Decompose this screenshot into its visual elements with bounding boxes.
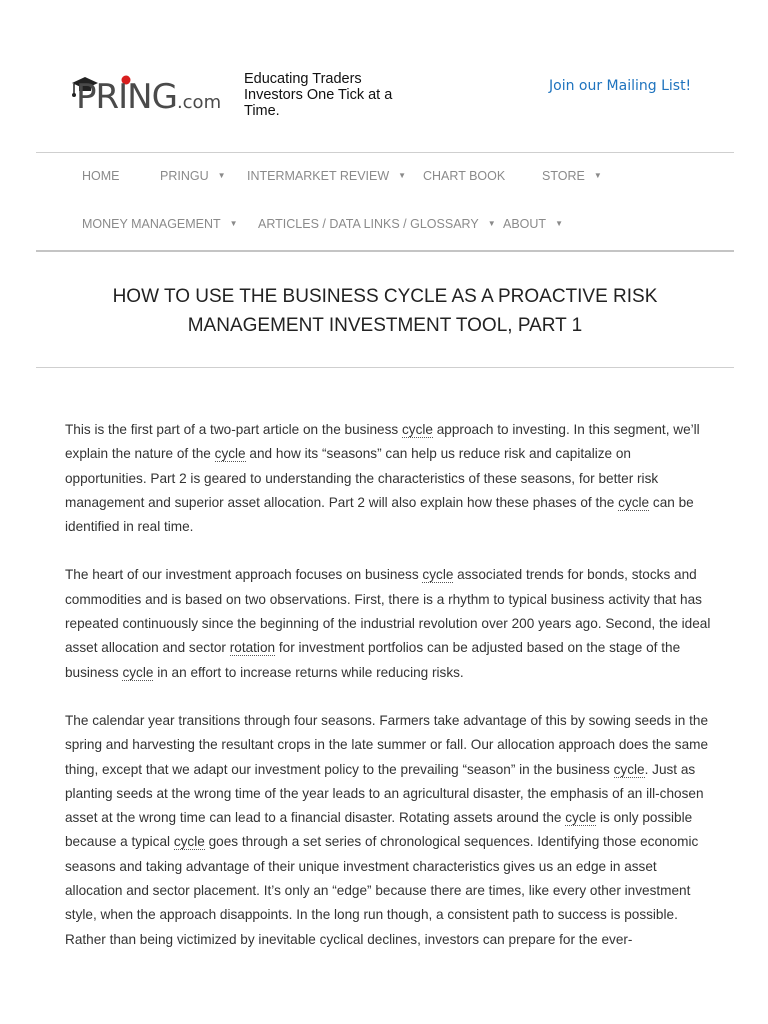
chevron-down-icon: ▼ [398, 171, 407, 180]
glossary-link-cycle[interactable]: cycle [565, 810, 597, 826]
title-divider [36, 367, 734, 368]
site-logo[interactable] [70, 72, 230, 122]
chevron-down-icon: ▼ [555, 219, 563, 228]
main-navigation [36, 153, 734, 249]
glossary-link-cycle[interactable]: cycle [214, 446, 246, 462]
nav-item-about[interactable] [503, 217, 563, 231]
nav-item-label: MONEY MANAGEMENT [82, 217, 221, 231]
nav-item-money-management[interactable] [82, 217, 238, 231]
chevron-down-icon: ▼ [593, 171, 602, 180]
glossary-link-rotation[interactable]: rotation [229, 640, 276, 656]
nav-item-articles[interactable] [258, 217, 496, 231]
nav-bottom-divider [36, 250, 734, 252]
glossary-link-cycle[interactable]: cycle [618, 494, 650, 510]
nav-item-label: STORE [542, 169, 585, 183]
glossary-link-cycle[interactable]: cycle [422, 567, 454, 583]
article-body [65, 418, 713, 976]
glossary-link-cycle[interactable]: cycle [122, 664, 154, 680]
glossary-link-cycle[interactable]: cycle [173, 834, 205, 850]
chevron-down-icon: ▼ [217, 171, 226, 180]
article-paragraph: The heart of our investment approach focuses on business cycle associated trends for bonds, stocks and commodities and is based on two observations. First, there is a rhythm to typical business activity that has repeated continuously since the beginning of the industrial revolution over 200 years ago. Second, the ideal asset allocation and sector rotation for investment portfolios can be adjusted based on the stage of the business cycle in an effort to increase returns while reducing risks. [65, 567, 711, 680]
nav-item-home[interactable] [82, 169, 120, 183]
article-paragraph: The calendar year transitions through four seasons. Farmers take advantage of this by sowing seeds in the spring and harvesting the resultant crops in the late summer or fall. Our allocation approach does the same thing, except that we adapt our investment policy to the prevailing “season” in the business cycle. Just as planting seeds at the wrong time of the year leads to an agricultural disaster, the emphasis of an ill-chosen asset at the wrong time can lead to a financial disaster. Rotating assets around the cycle is only possible because a typical cycle goes through a set series of chronological sequences. Identifying those economic seasons and taking advantage of their unique investment characteristics gives us an edge in asset allocation and sector placement. It’s only an “edge” because there are times, like every other investment style, when the approach disappoints. In the long run though, a consistent path to success is possible. Rather than being victimized by inevitable cyclical declines, investors can prepare for the ever- [65, 712, 709, 947]
nav-item-label: ARTICLES / DATA LINKS / GLOSSARY [258, 217, 479, 231]
nav-item-label: INTERMARKET REVIEW [247, 169, 390, 183]
logo-text [76, 77, 222, 117]
article-paragraph: This is the first part of a two-part article on the business cycle approach to investing. In this segment, we’ll explain the nature of the cycle and how its “seasons” can help us reduce risk and capitalize on opportunities. Part 2 is geared to understanding the characteristics of these seasons, for better risk management and superior asset allocation. Part 2 will also explain how these phases of the cycle can be identified in real time. [65, 422, 700, 535]
glossary-link-cycle[interactable]: cycle [613, 761, 645, 777]
article-title: HOW TO USE THE BUSINESS CYCLE AS A PROACTIVE RISK MANAGEMENT INVESTMENT TOOL, PART 1 [112, 286, 658, 336]
nav-item-intermarket-review[interactable] [247, 169, 406, 183]
site-tagline: Educating Traders Investors One Tick at a Time. [244, 71, 393, 119]
glossary-link-cycle[interactable]: cycle [401, 422, 433, 437]
nav-item-pringu[interactable] [160, 169, 226, 183]
nav-item-label: CHART BOOK [423, 169, 506, 183]
site-header [0, 0, 768, 152]
chevron-down-icon: ▼ [229, 219, 238, 228]
nav-item-label: PRINGU [160, 169, 209, 183]
nav-item-store[interactable] [542, 169, 602, 183]
nav-item-chart-book[interactable] [423, 169, 505, 183]
mailing-list-link[interactable]: Join our Mailing List! [549, 78, 692, 94]
nav-item-label: HOME [82, 169, 120, 183]
logo-main-text: PRING [76, 77, 177, 117]
chevron-down-icon: ▼ [487, 219, 496, 228]
logo-domain-text: .com [176, 92, 222, 113]
nav-item-label: ABOUT [503, 217, 547, 231]
